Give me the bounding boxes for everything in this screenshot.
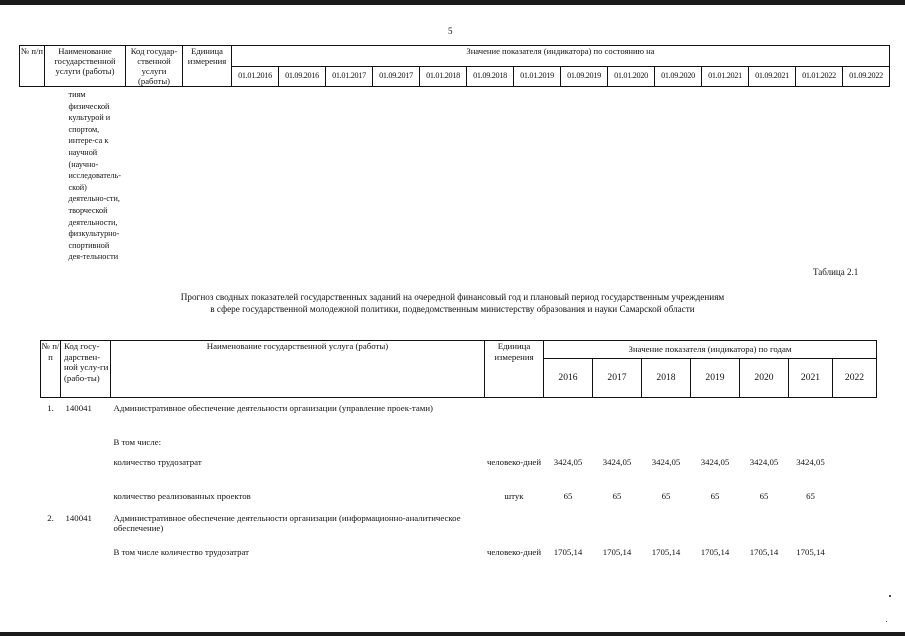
row-value: 3424,05 [796,456,825,467]
forecast-table-body [41,398,877,572]
row-value [593,398,642,432]
row-service-name: В том числе количество трудозатрат [113,546,249,557]
row-value [642,508,691,542]
forecast-table [40,340,877,572]
col-code-header: Код государ-ственной услуги (работы) [126,46,183,87]
col-name-header: Наименование государственной услуга (работы) [111,341,485,398]
continued-table [19,45,890,263]
col-unit-header: Единица измерения [183,46,232,87]
table-label: Таблица 2.1 [813,267,859,277]
value-group-header: Значение показателя (индикатора) по годам [544,341,877,359]
row-value [593,432,642,452]
date-header: 01.01.2018 [420,66,467,87]
row-value [544,432,593,452]
date-header: 01.01.2022 [796,66,843,87]
row-value: 1705,14 [796,546,825,557]
row-value: 3424,05 [700,456,730,467]
year-header: 2018 [642,359,691,398]
year-header: 2022 [833,359,877,398]
scan-speck [886,621,887,622]
year-header: 2021 [789,359,833,398]
row-value: 65 [806,490,815,501]
row-value: 3424,05 [553,456,583,467]
date-header: 01.09.2020 [655,66,702,87]
top-scan-border [0,0,905,5]
row-value [642,398,691,432]
date-header: 01.01.2017 [326,66,373,87]
row-value [740,432,789,452]
table-title-line1: Прогноз сводных показателей государственных заданий на очередной финансовый год и плановый период государственным учреждениям [180,292,725,302]
row-number: 1. [47,403,54,413]
row-code: 140041 [65,403,92,413]
row-value: 3424,05 [602,456,632,467]
row-value: 1705,14 [553,546,583,557]
row-number [41,452,61,486]
row-unit: человеко-дней [486,456,542,467]
row-service-name: количество трудозатрат [113,456,202,467]
row-value [544,508,593,542]
row-value: 1705,14 [651,546,681,557]
row-value [789,398,833,432]
row-code [61,542,111,572]
value-group-header: Значение показателя (индикатора) по состоянию на [232,46,890,67]
date-header: 01.01.2020 [608,66,655,87]
row-value [833,508,877,542]
date-header: 01.09.2022 [843,66,890,87]
row-code: 140041 [65,512,92,523]
row-unit [485,508,544,542]
row-value: 65 [710,490,720,501]
table-row [41,486,877,508]
col-num-header: № п/п [20,46,45,87]
row-value [789,508,833,542]
row-code [61,486,111,508]
row-value: 1705,14 [602,546,632,557]
year-header: 2019 [691,359,740,398]
row-number [41,542,61,572]
page-number: 5 [448,26,453,36]
date-header: 01.09.2019 [561,66,608,87]
continued-service-name: тиям физической культурой и спортом, интере-са к научной (научно-исследователь-ской) деятельно-сти, творческой деятельности, физкультурно-спортивной дея-тельности [68,90,121,262]
table-title [120,291,785,315]
date-header: 01.01.2016 [232,66,279,87]
bottom-scan-border [0,632,905,636]
row-value [691,432,740,452]
row-unit: человеко-дней [486,546,542,557]
year-header: 2020 [740,359,789,398]
row-value [833,398,877,432]
date-header: 01.09.2021 [749,66,796,87]
row-value [833,452,877,486]
row-service-name: Административное обеспечение деятельности организации (управление проек-тами) [113,403,433,413]
row-unit [485,432,544,452]
table-row [41,432,877,452]
row-service-name: Административное обеспечение деятельности организации (информационно-аналитическое обеспечение) [113,512,461,533]
row-value [740,508,789,542]
row-value: 1705,14 [700,546,730,557]
row-unit [485,398,544,432]
row-value [593,508,642,542]
row-code [61,432,111,452]
col-name-header: Наименование государственной услуги (работы) [45,46,126,87]
col-unit-header: Единица измерения [485,341,544,398]
row-value: 65 [661,490,671,501]
table-row [41,452,877,486]
year-header: 2017 [593,359,642,398]
col-code-header: Код госу-дарствен-ной услу-ги (рабо-ты) [61,341,111,398]
row-value: 3424,05 [651,456,681,467]
row-value: 65 [563,490,573,501]
row-value [642,432,691,452]
row-value [544,398,593,432]
table-row [41,398,877,432]
date-header: 01.09.2018 [467,66,514,87]
row-value [691,398,740,432]
table-title-line2: в сфере государственной молодежной политики, подведомственным министерству образования и науки Самарской области [210,304,695,314]
row-value: 65 [759,490,769,501]
row-value: 65 [612,490,622,501]
row-number [41,432,61,452]
table-row [41,508,877,542]
row-value [789,432,833,452]
row-value [833,432,877,452]
col-num-header: № п/п [41,341,61,398]
row-number: 2. [47,512,54,523]
date-header: 01.09.2016 [279,66,326,87]
table-row [41,542,877,572]
row-value: 3424,05 [749,456,779,467]
row-service-name: В том числе: [113,436,162,447]
row-value: 1705,14 [749,546,779,557]
scan-speck [889,595,891,597]
row-value [833,486,877,508]
row-number [41,486,61,508]
row-code [61,452,111,486]
date-header: 01.01.2021 [702,66,749,87]
date-header: 01.09.2017 [373,66,420,87]
row-value [691,508,740,542]
row-value [833,542,877,572]
row-unit: штук [504,490,524,501]
date-header: 01.01.2019 [514,66,561,87]
row-value [740,398,789,432]
year-header: 2016 [544,359,593,398]
row-service-name: количество реализованных проектов [113,490,251,501]
